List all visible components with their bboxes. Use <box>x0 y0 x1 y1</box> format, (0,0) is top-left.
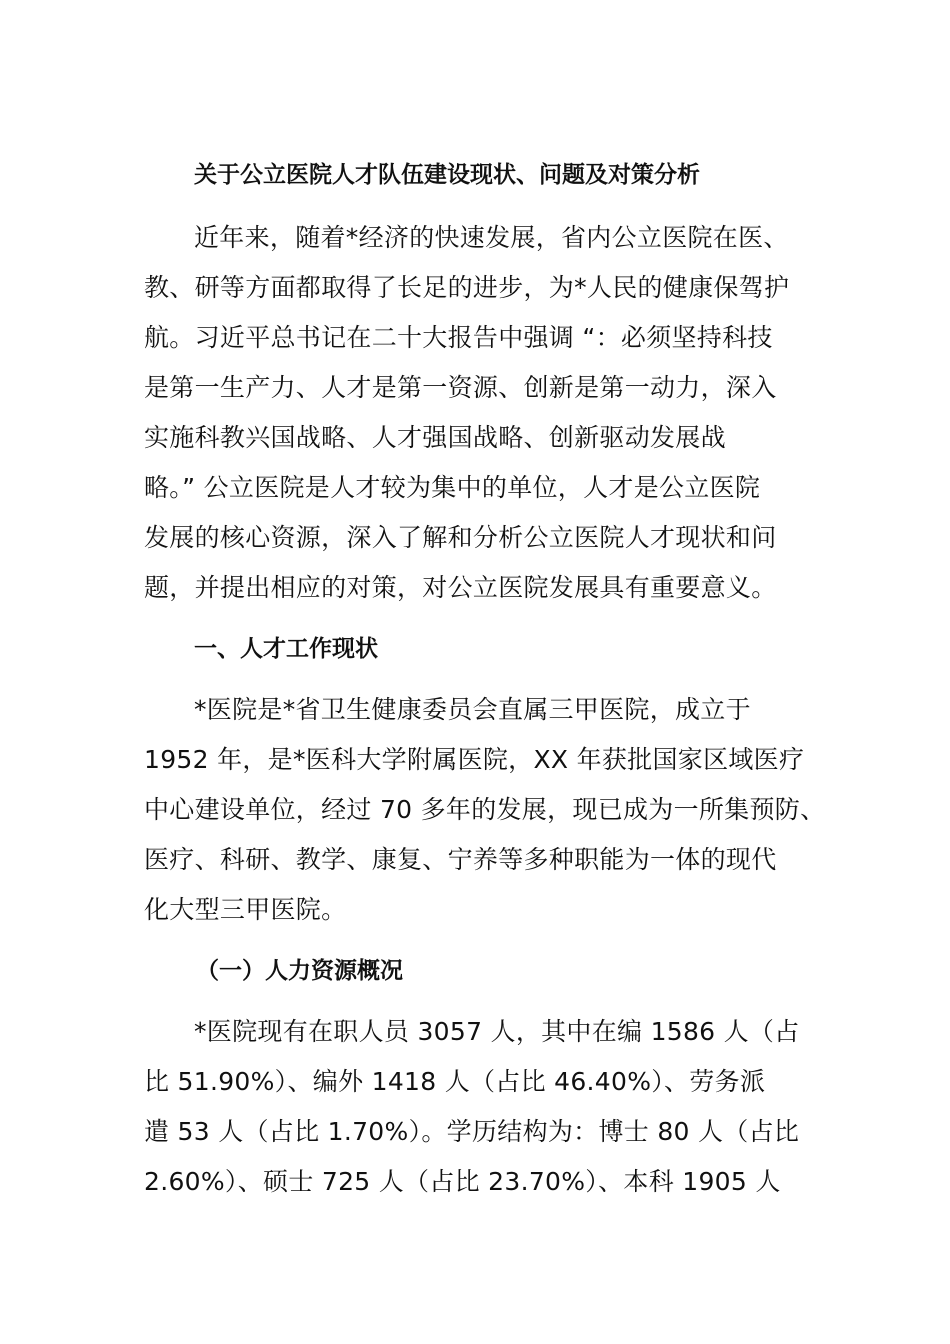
paragraph-line: 航。习近平总书记在二十大报告中强调 “：必须坚持科技 <box>144 323 773 352</box>
section-heading: 一、人才工作现状 <box>194 636 378 662</box>
paragraph-line: 略。” 公立医院是人才较为集中的单位，人才是公立医院 <box>144 473 761 502</box>
document-title: 关于公立医院人才队伍建设现状、问题及对策分析 <box>194 162 700 188</box>
paragraph-line: 近年来，随着*经济的快速发展，省内公立医院在医、 <box>194 223 789 252</box>
paragraph-line: 医疗、科研、教学、康复、宁养等多种职能为一体的现代 <box>144 845 777 874</box>
paragraph-line: 是第一生产力、人才是第一资源、创新是第一动力，深入 <box>144 373 777 402</box>
paragraph-line: 遣 53 人（占比 1.70%）。学历结构为：博士 80 人（占比 <box>144 1117 800 1146</box>
paragraph-line: 化大型三甲医院。 <box>144 895 347 924</box>
paragraph-line: 比 51.90%）、编外 1418 人（占比 46.40%）、劳务派 <box>144 1067 766 1096</box>
paragraph-line: 教、研等方面都取得了长足的进步，为*人民的健康保驾护 <box>144 273 790 302</box>
paragraph-line: 实施科教兴国战略、人才强国战略、创新驱动发展战 <box>144 423 726 452</box>
paragraph-line: 1952 年，是*医科大学附属医院，XX 年获批国家区域医疗 <box>144 745 805 774</box>
paragraph-line: 发展的核心资源，深入了解和分析公立医院人才现状和问 <box>144 523 777 552</box>
paragraph-line: *医院现有在职人员 3057 人，其中在编 1586 人（占 <box>194 1017 800 1046</box>
paragraph-line: 2.60%）、硕士 725 人（占比 23.70%）、本科 1905 人 <box>144 1167 781 1196</box>
paragraph-line: *医院是*省卫生健康委员会直属三甲医院，成立于 <box>194 695 751 724</box>
paragraph-line: 中心建设单位，经过 70 多年的发展，现已成为一所集预防、 <box>144 795 826 824</box>
paragraph-line: 题，并提出相应的对策，对公立医院发展具有重要意义。 <box>144 573 777 602</box>
subsection-heading: （一）人力资源概况 <box>196 958 403 984</box>
